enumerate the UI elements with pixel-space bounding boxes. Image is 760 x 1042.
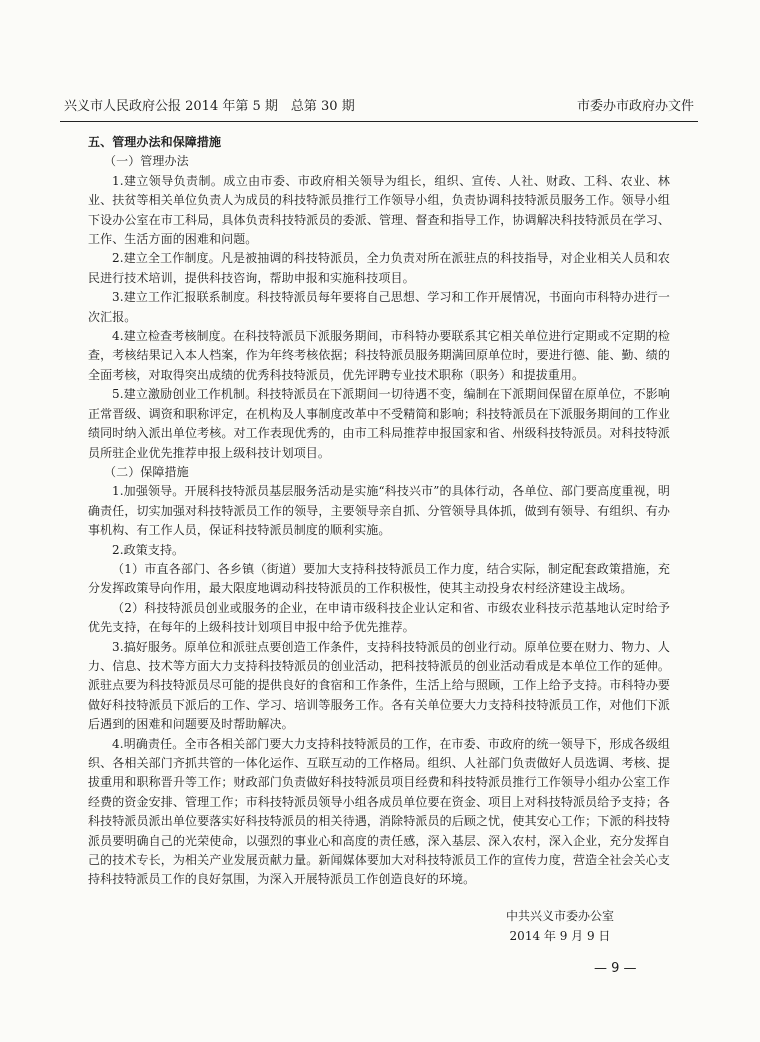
paragraph: 5.建立激励创业工作机制。科技特派员在下派期间一切待遇不变，编制在下派期间保留在原单位，不影响正常晋级、调资和职称评定，在机构及人事制度改革中不受精简和影响；科技特派员在下派服务期间的工作业绩同时纳入派出单位考核。对工作表现优秀的，由市工科局推荐申报国家和省、州级科技特派员。对科技特派员所驻企业优先推荐申报上级科技计划项目。 xyxy=(88,387,670,460)
signature-date: 2014 年 9 月 9 日 xyxy=(509,929,611,943)
header-publication: 兴义市人民政府公报 2014 年第 5 期 总第 30 期 xyxy=(64,99,355,114)
paragraph: 3.搞好服务。原单位和派驻点要创造工作条件，支持科技特派员的创业行动。原单位要在财力、物力、人力、信息、技术等方面大力支持科技特派员的创业活动，把科技特派员的创业活动看成是本单位工作的延伸。派驻点要为科技特派员尽可能的提供良好的食宿和工作条件，生活上给与照顾，工作上给予支持。市科特办要做好科技特派员下派后的工作、学习、培训等服务工作。各有关单位要大力支持科技特派员工作，对他们下派后遇到的困难和问题要及时帮助解决。 xyxy=(88,639,670,732)
paragraph: （1）市直各部门、各乡镇（街道）要加大支持科技特派员工作力度，结合实际，制定配套政策措施，充分发挥政策导向作用，最大限度地调动科技特派员的工作积极性，使其主动投身农村经济建设主战场。 xyxy=(88,561,670,596)
running-header xyxy=(60,93,698,122)
paragraph: 3.建立工作汇报联系制度。科技特派员每年要将自己思想、学习和工作开展情况，书面向市科特办进行一次汇报。 xyxy=(88,290,670,324)
paragraph: 1.加强领导。开展科技特派员基层服务活动是实施“科技兴市”的具体行动，各单位、部门要高度重视，明确责任，切实加强对科技特派员工作的领导，主要领导亲自抓、分管领导具体抓，做到有领导、有组织、有办事机构、有工作人员，保证科技特派员制度的顺利实施。 xyxy=(88,484,670,538)
paragraph: 2.政策支持。 xyxy=(112,542,185,557)
section-title: 五、管理办法和保障措施 xyxy=(88,135,222,149)
paragraph: （2）科技特派员创业或服务的企业，在申请市级科技企业认定和省、市级农业科技示范基地认定时给予优先支持，在每年的上级科技计划项目申报中给予优先推荐。 xyxy=(88,600,670,635)
signature-org: 中共兴义市委办公室 xyxy=(505,909,614,923)
page-number: — 9 — xyxy=(594,961,637,976)
header-category: 市委办市政府办文件 xyxy=(576,99,694,114)
subsection-title-management: （一）管理办法 xyxy=(104,154,189,169)
subsection-title-safeguards: （二）保障措施 xyxy=(104,464,189,479)
signature-block xyxy=(480,906,640,946)
document-body xyxy=(88,133,670,890)
paragraph: 4.建立检查考核制度。在科技特派员下派服务期间，市科特办要联系其它相关单位进行定期或不定期的检查，考核结果记入本人档案，作为年终考核依据；科技特派员服务期满回原单位时，要进行德、能、勤、绩的全面考核，对取得突出成绩的优秀科技特派员，优先评聘专业技术职称（职务）和提拔重用。 xyxy=(88,329,670,382)
paragraph: 1.建立领导负责制。成立由市委、市政府相关领导为组长，组织、宣传、人社、财政、工科、农业、林业、扶贫等相关单位负责人为成员的科技特派员推行工作领导小组，负责协调科技特派员服务工作。领导小组下设办公室在市工科局，具体负责科技特派员的委派、管理、督查和指导工作，协调解决科技特派员在学习、工作、生活方面的困难和问题。 xyxy=(88,173,670,247)
paragraph: 2.建立全工作制度。凡是被抽调的科技特派员，全力负责对所在派驻点的科技指导，对企业相关人员和农民进行技术培训，提供科技咨询，帮助申报和实施科技项目。 xyxy=(88,251,670,285)
paragraph: 4.明确责任。全市各相关部门要大力支持科技特派员的工作，在市委、市政府的统一领导下，形成各级组织、各相关部门齐抓共管的一体化运作、互联互动的工作格局。组织、人社部门负责做好人员选调、考核、提拔重用和职称晋升等工作；财政部门负责做好科技特派员项目经费和科技特派员推行工作领导小组办公室工作经费的资金安排、管理工作；市科技特派员领导小组各成员单位要在资金、项目上对科技特派员给予支持；各科技特派员派出单位要落实好科技特派员的相关待遇，消除特派员的后顾之忧，使其安心工作；下派的科技特派员要明确自己的光荣使命，以强烈的事业心和高度的责任感，深入基层、深入农村，深入企业，充分发挥自己的技术专长，为相关产业发展贡献力量。新闻媒体要加大对科技特派员工作的宣传力度，营造全社会关心支持科技特派员工作的良好氛围，为深入开展特派员工作创造良好的环境。 xyxy=(88,736,670,887)
